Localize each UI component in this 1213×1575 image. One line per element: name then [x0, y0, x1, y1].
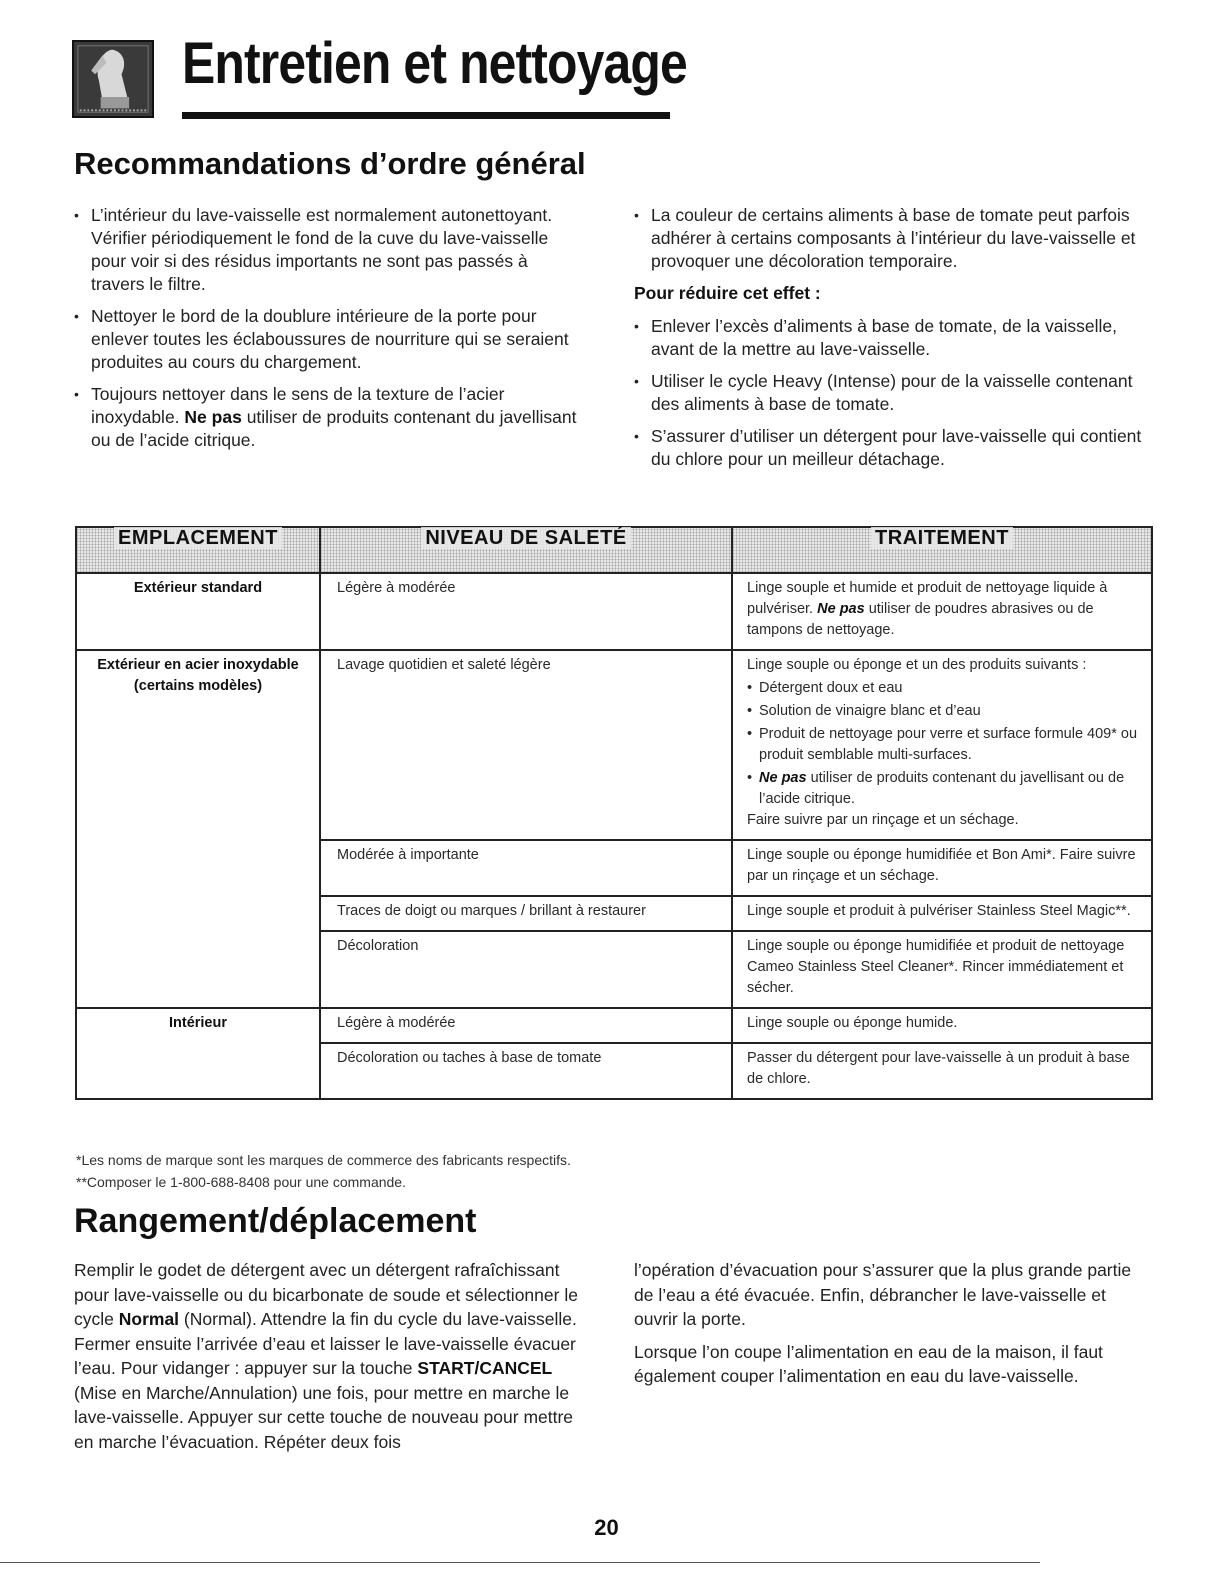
table-row	[76, 931, 1152, 1008]
table-row	[76, 840, 1152, 896]
table-row	[76, 1008, 1152, 1043]
column-header: TRAITEMENT	[732, 527, 1152, 573]
table-row	[76, 650, 1152, 840]
section-heading-general: Recommandations d’ordre général	[74, 146, 586, 181]
paragraph: l’opération d’évacuation pour s’assurer que la plus grande partie de l’eau a été évacuée. Enfin, débrancher le lave-vaisselle et ouvrir la porte.	[634, 1260, 1132, 1329]
footnotes	[76, 1149, 571, 1193]
table-cell	[76, 840, 320, 896]
general-left-column	[74, 204, 584, 461]
table-cell: Linge souple ou éponge et un des produits suivants : • Détergent doux et eau • Solution de vinaigre blanc et d’eau • Produit de nettoyage pour verre et surface formule 409* ou produit semblable multi-surfaces. • Ne pas utiliser de produits contenant du javellisant ou de l’acide citrique. Faire suivre par un rinçage et un séchage.	[732, 650, 1152, 840]
general-right-column	[634, 204, 1154, 480]
list-item: • Détergent doux et eau	[747, 678, 1141, 699]
list-item: • L’intérieur du lave-vaisselle est normalement autonettoyant. Vérifier périodiquement le fond de la cuve du lave-vaisselle pour voir si des résidus importants ne sont pas passés à travers le filtre.	[74, 204, 584, 296]
footnote: *Les noms de marque sont les marques de commerce des fabricants respectifs.	[76, 1152, 571, 1168]
table-cell: Légère à modérée	[320, 1008, 732, 1043]
list-item: • Utiliser le cycle Heavy (Intense) pour de la vaisselle contenant des aliments à base de tomate.	[634, 370, 1154, 416]
section-heading-storage: Rangement/déplacement	[74, 1202, 477, 1240]
column-header: NIVEAU DE SALETÉ	[320, 527, 732, 573]
table-row	[76, 573, 1152, 650]
table-cell: Linge souple ou éponge humide.	[732, 1008, 1152, 1043]
list-item: • Toujours nettoyer dans le sens de la texture de l’acier inoxydable. Ne pas utiliser de produits contenant du javellisant ou de l’acide citrique.	[74, 383, 584, 452]
list-item: • Solution de vinaigre blanc et d’eau	[747, 701, 1141, 722]
title-underline	[182, 112, 670, 119]
page-number: 20	[594, 1515, 619, 1540]
storage-left-column	[74, 1258, 590, 1454]
table-header-row	[76, 527, 1152, 573]
storage-right-column	[634, 1258, 1149, 1389]
table-cell: Décoloration ou taches à base de tomate	[320, 1043, 732, 1099]
table-row	[76, 896, 1152, 931]
table-cell: Intérieur	[76, 1008, 320, 1043]
list-item: • La couleur de certains aliments à base de tomate peut parfois adhérer à certains composants à l’intérieur du lave-vaisselle et provoquer une décoloration temporaire.	[634, 204, 1154, 273]
table-cell: Linge souple ou éponge humidifiée et produit de nettoyage Cameo Stainless Steel Cleaner*. Rincer immédiatement et sécher.	[732, 931, 1152, 1008]
table-cell	[76, 931, 320, 1008]
table-cell: Passer du détergent pour lave-vaisselle à un produit à base de chlore.	[732, 1043, 1152, 1099]
table-cell	[76, 896, 320, 931]
paragraph: Lorsque l’on coupe l’alimentation en eau de la maison, il faut également couper l’alimentation en eau du lave-vaisselle.	[634, 1341, 1103, 1386]
list-item: • Ne pas utiliser de produits contenant du javellisant ou de l’acide citrique.	[747, 768, 1141, 810]
table-cell: Extérieur standard	[76, 573, 320, 650]
column-header: EMPLACEMENT	[76, 527, 320, 573]
subheading: Pour réduire cet effet :	[634, 283, 821, 303]
table-cell: Linge souple et humide et produit de nettoyage liquide à pulvériser. Ne pas utiliser de poudres abrasives ou de tampons de nettoyage.	[732, 573, 1152, 650]
table-cell: Modérée à importante	[320, 840, 732, 896]
table-row	[76, 1043, 1152, 1099]
table-cell: Linge souple ou éponge humidifiée et Bon Ami*. Faire suivre par un rinçage et un séchage.	[732, 840, 1152, 896]
list-item: • Enlever l’excès d’aliments à base de tomate, de la vaisselle, avant de la mettre au lave-vaisselle.	[634, 315, 1154, 361]
table-cell: Traces de doigt ou marques / brillant à restaurer	[320, 896, 732, 931]
table-cell: Décoloration	[320, 931, 732, 1008]
page-title: Entretien et nettoyage	[182, 31, 687, 96]
table-cell: Extérieur en acier inoxydable (certains modèles)	[76, 650, 320, 840]
list-item: • Produit de nettoyage pour verre et surface formule 409* ou produit semblable multi-surfaces.	[747, 724, 1141, 766]
table-cell	[76, 1043, 320, 1099]
table-cell: Linge souple et produit à pulvériser Stainless Steel Magic**.	[732, 896, 1152, 931]
page-header	[72, 26, 687, 126]
footnote: **Composer le 1-800-688-8408 pour une commande.	[76, 1174, 406, 1190]
list-item: • Nettoyer le bord de la doublure intérieure de la porte pour enlever toutes les éclaboussures de nourriture qui se seraient produites au cours du chargement.	[74, 305, 584, 374]
cleaning-table	[75, 526, 1153, 1100]
table-cell: Lavage quotidien et saleté légère	[320, 650, 732, 840]
paragraph: Remplir le godet de détergent avec un détergent rafraîchissant pour lave-vaisselle ou du bicarbonate de soude et sélectionner le cycle Normal (Normal). Attendre la fin du cycle du lave-vaisselle. Fermer ensuite l’arrivée d’eau et laisser le lave-vaisselle évacuer l’eau. Pour vidanger : appuyer sur la touche START/CANCEL (Mise en Marche/Annulation) une fois, pour mettre en marche le lave-vaisselle. Appuyer sur cette touche de nouveau pour mettre en marche l’évacuation. Répéter deux fois	[74, 1260, 578, 1452]
cleaning-hand-icon	[72, 40, 154, 118]
table-cell: Légère à modérée	[320, 573, 732, 650]
list-item: • S’assurer d’utiliser un détergent pour lave-vaisselle qui contient du chlore pour un meilleur détachage.	[634, 425, 1154, 471]
footer-rule	[0, 1562, 1040, 1563]
